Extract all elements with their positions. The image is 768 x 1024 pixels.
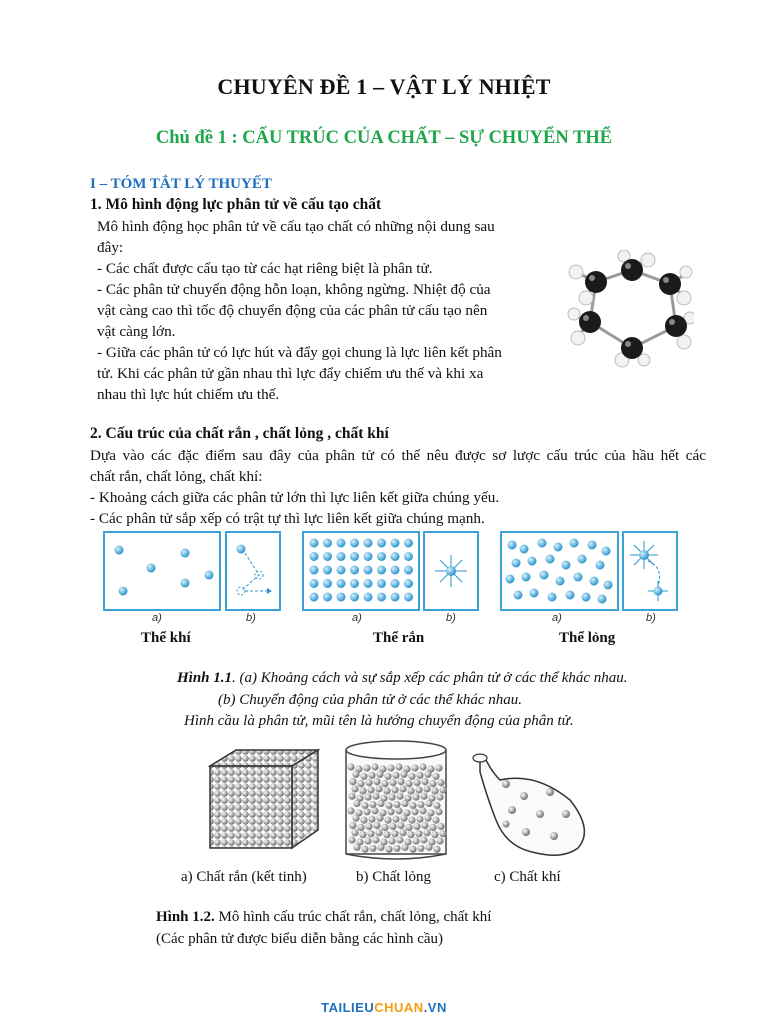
molecule [425,800,432,807]
molecule [391,830,398,837]
molecule [405,780,412,787]
molecule [360,773,367,780]
state-solid-label: Thể rắn [373,630,425,646]
molecule [437,779,444,786]
molecule [337,579,346,588]
fig2-label-gas: c) Chất khí [494,869,561,885]
molecule [415,830,422,837]
molecule [377,552,386,561]
molecule [411,764,418,771]
liquid-label-b: b) [646,612,656,624]
molecule [367,786,374,793]
molecule [364,593,373,602]
liquid-motion-diagram [624,533,676,609]
molecule [365,779,372,786]
molecule [348,836,355,843]
paragraph-2-line: - Các phân tử sắp xếp có trật tự thì lực liên kết giữa chúng mạnh. [90,510,485,527]
molecule [385,846,392,853]
molecule [350,593,359,602]
molecule [416,816,423,823]
state-liquid-label: Thể lỏng [559,630,616,646]
molecule [397,822,404,829]
gas-label-b: b) [246,612,256,624]
molecule [415,786,422,793]
molecule [323,593,332,602]
molecule [588,541,597,550]
molecule [383,787,390,794]
molecule [556,577,565,586]
molecule [310,566,319,575]
molecule [391,786,398,793]
molecule [419,763,426,770]
molecule [323,566,332,575]
liquid-label-a: a) [552,612,562,624]
molecule [404,539,413,548]
molecule [435,764,442,771]
molecule [368,772,375,779]
molecule [404,579,413,588]
liquid-beaker-illustration [340,736,452,860]
molecule [432,817,439,824]
molecule [570,539,579,548]
liquid-box-b [622,531,678,611]
molecule [351,829,358,836]
molecule [377,844,384,851]
molecule [582,593,591,602]
molecule [369,801,376,808]
molecule [364,579,373,588]
molecule [385,802,392,809]
molecule [508,541,517,550]
paragraph-2-line: chất rắn, chất lỏng, chất khí: [90,468,263,485]
molecule [387,764,394,771]
gas-box-b [225,531,281,611]
solid-molecules [304,533,418,609]
molecule [337,539,346,548]
figure-1-caption-line-3: Hình cầu là phân tử, mũi tên là hướng chuyển động của phân tử. [184,713,574,729]
figure-1-caption-line-2: (b) Chuyển động của phân tử ở các thể khác nhau. [218,692,523,708]
molecule [353,800,360,807]
molecule [392,816,399,823]
molecule [423,829,430,836]
molecule [590,577,599,586]
molecule [432,773,439,780]
molecule [420,793,427,800]
molecule [574,573,583,582]
molecule [437,823,444,830]
molecule [357,824,364,831]
molecule [395,763,402,770]
molecule [506,575,515,584]
molecule [364,552,373,561]
molecule [407,787,414,794]
figure-2-label: Hình 1.2. [156,909,215,925]
molecule [361,802,368,809]
molecule [391,539,400,548]
molecule [423,785,430,792]
figure-1-caption-line-1 [177,670,628,687]
fig2-label-liquid: b) Chất lỏng [356,869,431,885]
paragraph-1-line: tử. Khi các phân tử gần nhau thì lực đẩy chiếm ưu thế và khi xa [97,365,484,382]
molecule [399,785,406,792]
solid-cube-illustration [200,748,328,852]
molecule [351,785,358,792]
molecule [349,822,356,829]
molecule [364,539,373,548]
molecule [395,807,402,814]
topic-subtitle: Chủ đề 1 : CẤU TRÚC CỦA CHẤT – SỰ CHUYỂN THỂ [155,128,613,148]
footer-logo-part3: .VN [423,1000,447,1015]
molecule [421,822,428,829]
molecule [363,764,370,771]
gas-box-a [103,531,221,611]
molecule [546,555,555,564]
molecule [413,823,420,830]
molecule [393,801,400,808]
molecule [381,824,388,831]
molecule [431,831,438,838]
molecule [375,785,382,792]
molecule [377,539,386,548]
solid-label-b: b) [446,612,456,624]
molecule [400,815,407,822]
molecule [391,566,400,575]
molecule [372,793,379,800]
molecule [409,846,416,853]
molecule [388,794,395,801]
molecule [512,559,521,568]
molecule [323,579,332,588]
molecule [420,836,427,843]
gas-molecules [105,533,219,609]
molecule [514,591,523,600]
molecule [373,778,380,785]
molecule [520,545,529,554]
molecule [436,794,443,801]
molecule [424,771,431,778]
molecule [411,808,418,815]
paragraph-1-line: - Các chất được cấu tạo từ các hạt riêng biệt là phân tử. [97,260,433,277]
molecule [383,831,390,838]
paragraph-1-line: vật càng cao thì tốc độ chuyển động của các phân tử cấu tạo nên [97,302,488,319]
molecule [377,579,386,588]
molecule [310,593,319,602]
paragraph-1 [97,216,560,405]
molecule [364,566,373,575]
molecule-image [566,250,694,368]
molecule [376,815,383,822]
fig2-label-solid: a) Chất rắn (kết tinh) [181,869,307,885]
molecule [348,793,355,800]
molecule [436,837,443,844]
molecule [439,830,446,837]
paragraph-1-line: - Giữa các phân tử có lực hút và đẩy gọi chung là lực liên kết phân [97,344,502,361]
molecule [357,780,364,787]
figure-2-caption-line-2: (Các phân tử được biểu diễn bằng các hình cầu) [156,931,443,947]
molecule [399,829,406,836]
molecule [419,807,426,814]
molecule [361,846,368,853]
solid-motion-diagram [425,533,477,609]
molecule [388,837,395,844]
molecule [350,566,359,575]
solid-label-a: a) [352,612,362,624]
molecule [392,772,399,779]
molecule [397,778,404,785]
molecule [347,807,354,814]
molecule [408,817,415,824]
molecule [562,561,571,570]
molecule [391,593,400,602]
figure-1-caption-text: . (a) Khoảng cách và sự sắp xếp các phân tử ở các thể khác nhau. [232,670,628,686]
molecule [337,552,346,561]
molecule [391,579,400,588]
molecule [417,801,424,808]
liquid-molecules [502,533,617,609]
solid-box-b [423,531,479,611]
molecule [412,794,419,801]
molecule [389,779,396,786]
footer-logo[interactable] [0,1000,768,1015]
molecule [417,845,424,852]
molecule [384,817,391,824]
molecule [409,802,416,809]
paragraph-2-line: - Khoảng cách giữa các phân tử lớn thì lực liên kết giữa chúng yếu. [90,489,500,506]
molecule [404,552,413,561]
molecule [337,566,346,575]
molecule [554,543,563,552]
molecule [387,808,394,815]
heading-1: 1. Mô hình động lực phân tử về cấu tạo chất [90,196,382,213]
paragraph-1-line: đây: [97,239,124,256]
molecule [347,763,354,770]
molecule [375,829,382,836]
molecule [407,831,414,838]
molecule [359,831,366,838]
molecule [548,593,557,602]
molecule [421,778,428,785]
molecule [349,778,356,785]
molecule [360,817,367,824]
molecule [429,780,436,787]
molecule [435,808,442,815]
molecule [439,786,446,793]
molecule [365,823,372,830]
molecule [424,815,431,822]
molecule [377,800,384,807]
paragraph-1-line: - Các phân tử chuyển động hỗn loạn, không ngừng. Nhiệt độ của [97,281,491,298]
molecule [429,824,436,831]
molecule [401,800,408,807]
molecule [381,780,388,787]
molecule [363,808,370,815]
molecule [404,566,413,575]
carbon-atoms [579,259,687,359]
paragraph-1-line: nhau thì lực hút chiếm ưu thế. [97,386,280,403]
figure-2-caption [156,909,491,926]
molecule [416,772,423,779]
molecule [528,557,537,566]
paragraph-2 [90,445,706,529]
molecule [540,571,549,580]
solid-box-a [302,531,420,611]
molecule [310,539,319,548]
figure-2-caption-text: Mô hình cấu trúc chất rắn, chất lỏng, chất khí [214,909,492,925]
page-title: CHUYÊN ĐỀ 1 – VẬT LÝ NHIỆT [217,74,551,99]
molecule [400,771,407,778]
molecule [352,771,359,778]
paragraph-1-line: vật càng lớn. [97,323,176,340]
molecule [369,845,376,852]
molecule [373,822,380,829]
molecule [350,579,359,588]
molecule [376,771,383,778]
molecule [433,802,440,809]
molecule [352,815,359,822]
molecule [372,836,379,843]
molecule [408,773,415,780]
molecule [323,552,332,561]
molecule [350,552,359,561]
section-heading: I – TÓM TẮT LÝ THUYẾT [90,176,272,192]
molecule [604,581,613,590]
molecule [323,539,332,548]
gas-balloon-illustration [466,752,594,860]
molecule [404,593,413,602]
molecule [391,552,400,561]
paragraph-2-line: Dựa vào các đặc điểm sau đây của phân tử có thể nêu được sơ lược cấu trúc của hầu hết các [90,447,706,464]
molecule [396,793,403,800]
liquid-box-a [500,531,619,611]
molecule [389,823,396,830]
molecule [413,779,420,786]
molecule [371,807,378,814]
molecule [377,593,386,602]
molecule [371,763,378,770]
heading-2: 2. Cấu trúc của chất rắn , chất lỏng , chất khí [90,425,389,442]
molecule [425,844,432,851]
molecule [396,836,403,843]
molecule [596,561,605,570]
molecule [350,539,359,548]
molecule [431,787,438,794]
molecule [412,837,419,844]
molecule [377,566,386,575]
molecule [310,579,319,588]
figure-1-label: Hình 1.1 [177,670,233,686]
gas-label-a: a) [152,612,162,624]
molecule [337,593,346,602]
molecule [602,547,611,556]
molecule [367,830,374,837]
molecule [433,846,440,853]
footer-logo-part1: TAILIEU [321,1000,375,1015]
molecule [393,845,400,852]
molecule [538,539,547,548]
molecule [566,591,575,600]
paragraph-1-line: Mô hình động học phân tử về cấu tạo chất có những nội dung sau [97,218,495,235]
molecule [401,844,408,851]
molecule [522,573,531,582]
molecule [364,837,371,844]
molecule [364,794,371,801]
molecule [359,787,366,794]
molecule [530,589,539,598]
molecule [353,844,360,851]
gas-motion-diagram [227,533,279,609]
molecule [310,552,319,561]
molecule [598,595,607,604]
molecule [405,824,412,831]
molecule [368,816,375,823]
molecule [578,555,587,564]
molecule [384,773,391,780]
footer-logo-part2: CHUAN [374,1000,424,1015]
state-gas-label: Thể khí [141,630,191,646]
